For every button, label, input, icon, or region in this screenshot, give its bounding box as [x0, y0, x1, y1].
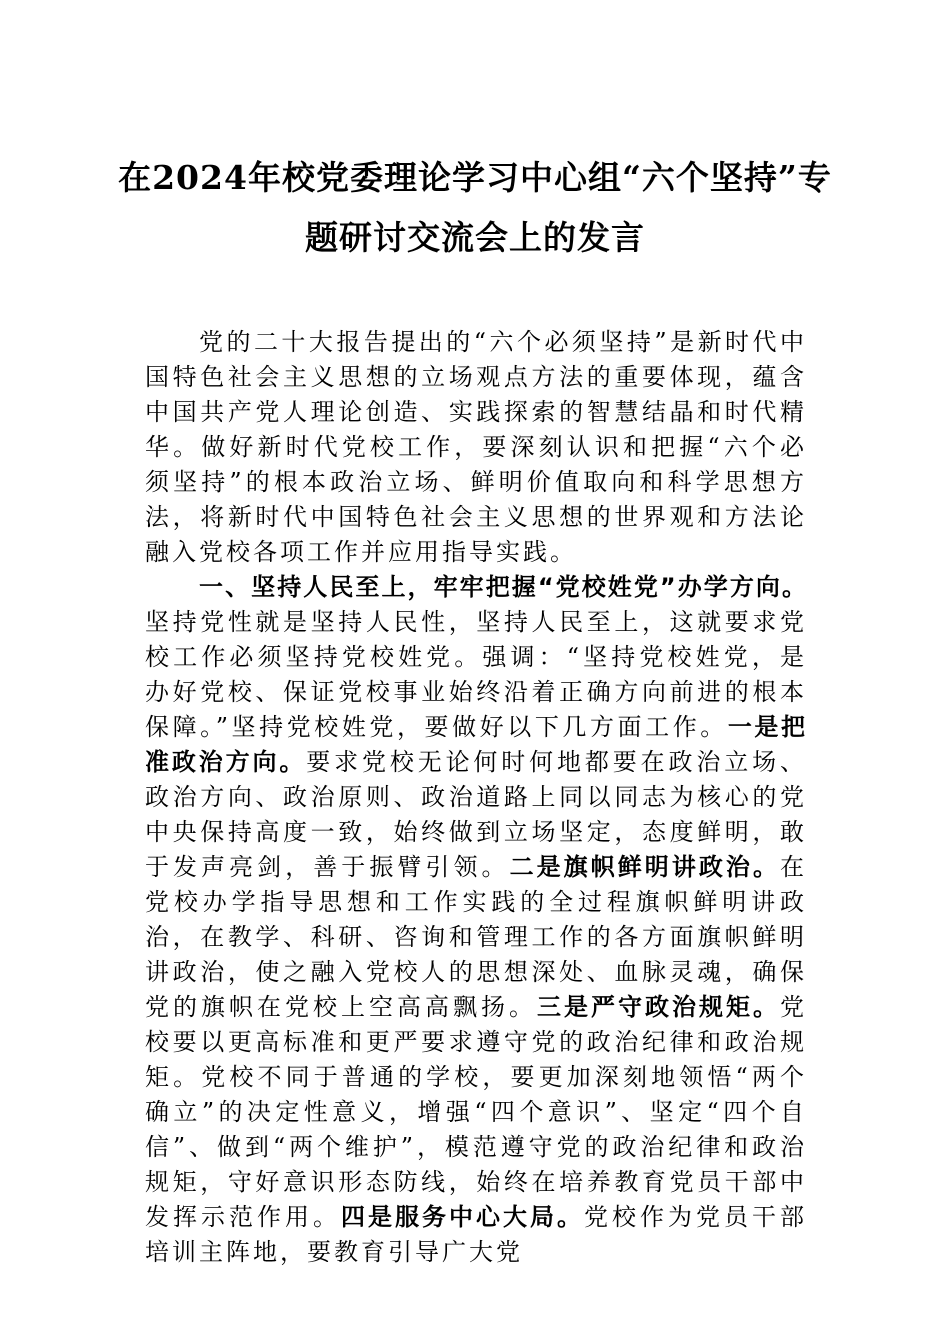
point-two-text: 在党校办学指导思想和工作实践的全过程旗帜鲜明讲政治，在教学、科研、咨询和管理工作的各方面旗帜鲜明讲政治，使之融入党校人的思想深处、血脉灵魂，确保党的旗帜在党校上空高高飘扬。 [145, 853, 808, 1021]
section-one-paragraph [145, 570, 807, 1270]
point-one-label: 一是把准政治方向。 [145, 713, 807, 776]
point-three-text: 党校要以更高标准和更严要求遵守党的政治纪律和政治规矩。党校不同于普通的学校，要更加深刻地领悟“两个确立”的决定性意义，增强“四个意识”、坚定“四个自信”、做到“两个维护”，模范遵守党的政治纪律和政治规矩，守好意识形态防线，始终在培养教育党员干部中发挥示范作用。 [145, 993, 807, 1231]
point-two-label: 二是旗帜鲜明讲政治。 [509, 853, 781, 881]
point-four-text: 党校作为党员干部培训主阵地，要教育引导广大党 [145, 1203, 807, 1266]
point-four-label: 四是服务中心大局。 [341, 1203, 584, 1231]
document-title: 在2024年校党委理论学习中心组“六个坚持”专题研讨交流会上的发言 [118, 158, 832, 257]
point-one-text: 要求党校无论何时何地都要在政治立场、政治方向、政治原则、政治道路上同以同志为核心的党中央保持高度一致，始终做到立场坚定，态度鲜明，敢于发声亮剑，善于振臂引领。 [145, 748, 808, 881]
document-body [145, 325, 807, 1270]
point-three-label: 三是严守政治规矩。 [537, 993, 780, 1021]
intro-paragraph: 党的二十大报告提出的“六个必须坚持”是新时代中国特色社会主义思想的立场观点方法的重要体现，蕴含中国共产党人理论创造、实践探索的智慧结晶和时代精华。做好新时代党校工作，要深刻认识和把握“六个必须坚持”的根本政治立场、鲜明价值取向和科学思想方法，将新时代中国特色社会主义思想的世界观和方法论融入党校各项工作并应用指导实践。 [145, 328, 807, 566]
section-one-text: 坚持党性就是坚持人民性，坚持人民至上，这就要求党校工作必须坚持党校姓党。强调：“坚持党校姓党，是办好党校、保证党校事业始终沿着正确方向前进的根本保障。”坚持党校姓党，要做好以下几方面工作。 [145, 608, 807, 741]
section-one-heading: 一、坚持人民至上，牢牢把握“党校姓党”办学方向。 [199, 573, 807, 601]
